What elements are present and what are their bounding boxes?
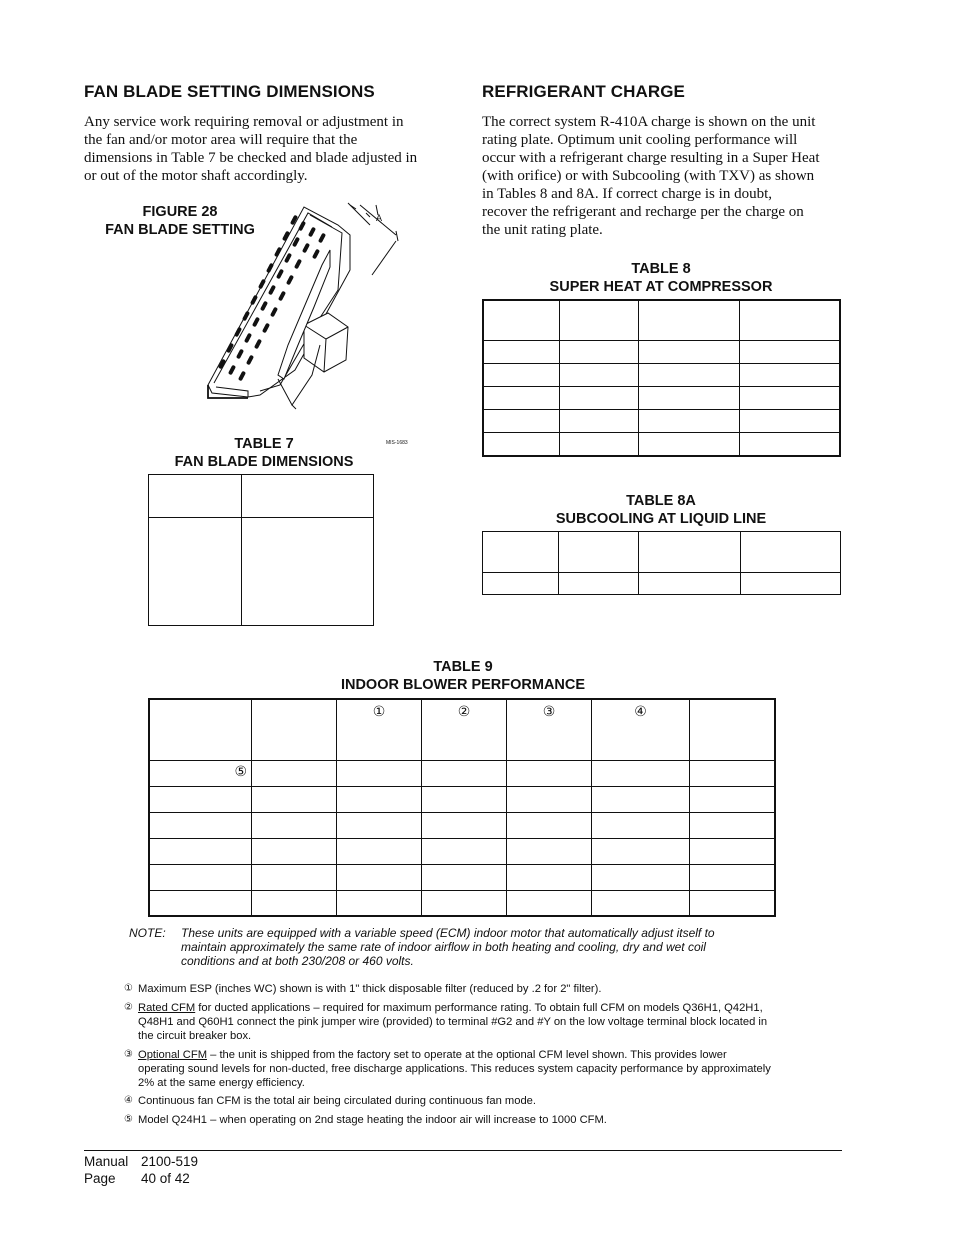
table-cell: [422, 812, 507, 838]
paragraph-line: rating plate. Optimum unit cooling performance will: [482, 132, 798, 148]
table-cell: [337, 864, 422, 890]
table-cell: [639, 340, 740, 363]
table-title: INDOOR BLOWER PERFORMANCE: [340, 677, 586, 693]
table-cell: [507, 812, 592, 838]
table-cell: [483, 532, 559, 573]
table-cell: [149, 518, 242, 626]
footnote-text: Maximum ESP (inches WC) shown is with 1" thick disposable filter (reduced by .2 for 2" filter).: [138, 983, 602, 995]
footer-rule: [84, 1150, 842, 1151]
table-cell: [422, 760, 507, 786]
table-number: TABLE 7: [234, 436, 294, 452]
table-cell: [639, 432, 740, 456]
section-heading-refrigerant: REFRIGERANT CHARGE: [482, 82, 685, 101]
note-line: These units are equipped with a variable speed (ECM) indoor motor that automatically adjust itself to: [181, 926, 715, 940]
paragraph-line: in Tables 8 and 8A. If correct charge is in doubt,: [482, 186, 772, 202]
note-label: NOTE:: [129, 926, 166, 940]
table-cell: [690, 890, 776, 916]
table-cell: [252, 812, 337, 838]
manual-number: 2100-519: [141, 1154, 199, 1169]
footnote-3: [124, 1048, 824, 1090]
table-cell: [149, 812, 252, 838]
table-cell: [422, 864, 507, 890]
paragraph-line: or out of the motor shaft accordingly.: [84, 168, 308, 184]
figure-number: FIGURE 28: [142, 204, 218, 220]
table-cell: [149, 786, 252, 812]
table-cell: [149, 838, 252, 864]
table-number: TABLE 8A: [626, 493, 696, 509]
table-cell: [741, 532, 841, 573]
paragraph-line: (with orifice) or with Subcooling (with TXV) as shown: [482, 168, 815, 184]
table-cell: [242, 475, 374, 518]
table-cell: [560, 340, 639, 363]
page-label: Page: [84, 1171, 116, 1186]
footnote-marker-4: ④: [634, 704, 647, 720]
table-cell: [592, 786, 690, 812]
table-cell: [741, 573, 841, 595]
table-title: SUBCOOLING AT LIQUID LINE: [555, 511, 767, 527]
paragraph-line: The correct system R-410A charge is shown on the unit: [482, 114, 816, 130]
note-line: maintain approximately the same rate of indoor airflow in both heating and cooling, dry and wet coil: [181, 940, 706, 954]
footnote-text: for ducted applications – required for maximum performance rating. To obtain full CFM on models Q36H1, Q42H1,: [195, 1002, 763, 1014]
footnote-text: Continuous fan CFM is the total air being circulated during continuous fan mode.: [138, 1095, 537, 1107]
dimension-label: A: [376, 213, 383, 223]
table-cell: [560, 432, 639, 456]
footnote-2: [124, 1001, 824, 1043]
table-cell: [149, 699, 252, 760]
table-cell: [690, 838, 776, 864]
table-9-indoor-blower-performance: [148, 698, 776, 917]
table-title: SUPER HEAT AT COMPRESSOR: [549, 279, 773, 295]
paragraph-line: dimensions in Table 7 be checked and blade adjusted in: [84, 150, 418, 166]
table-number: TABLE 8: [631, 261, 691, 277]
table-8-super-heat: [482, 299, 841, 457]
table-cell: [483, 300, 560, 340]
footnote-4: [124, 1094, 824, 1108]
page-footer: [84, 1153, 284, 1189]
section-heading-fan-blade: FAN BLADE SETTING DIMENSIONS: [84, 82, 375, 101]
table-cell: [592, 838, 690, 864]
footnote-5: [124, 1113, 824, 1127]
page-number: 40 of 42: [141, 1171, 190, 1186]
table-cell: [483, 386, 560, 409]
table-cell: [690, 812, 776, 838]
footnote-mark: ⑤: [124, 1114, 133, 1125]
footnote-text: 2% at the same energy efficiency.: [138, 1077, 305, 1089]
paragraph-line: occur with a refrigerant charge resulting in a Super Heat: [482, 150, 820, 166]
table-cell: [740, 340, 841, 363]
table-9-caption: [300, 658, 626, 694]
table-cell: [337, 812, 422, 838]
table-cell: [149, 864, 252, 890]
table-cell: [337, 786, 422, 812]
table-cell: [483, 409, 560, 432]
table-cell: [483, 340, 560, 363]
table-title: FAN BLADE DIMENSIONS: [174, 454, 354, 470]
table-cell: [592, 890, 690, 916]
table-cell: [242, 518, 374, 626]
paragraph-line: the unit rating plate.: [482, 222, 603, 238]
table-cell: [483, 573, 559, 595]
table-cell: [149, 475, 242, 518]
footnote-mark: ①: [124, 983, 133, 994]
table-cell: [559, 532, 639, 573]
refrigerant-paragraph: [482, 113, 852, 239]
note-line: conditions and at both 230/208 or 460 volts.: [181, 954, 414, 968]
footnote-mark: ②: [124, 1002, 133, 1013]
table-cell: [690, 786, 776, 812]
table-cell: [690, 864, 776, 890]
footnote-marker-5: ⑤: [234, 763, 247, 780]
table-cell: [592, 864, 690, 890]
table-cell: [639, 573, 741, 595]
table-cell: [507, 760, 592, 786]
footnote-mark: ④: [124, 1095, 133, 1106]
manual-label: Manual: [84, 1154, 129, 1169]
table-7-fan-blade-dimensions: [148, 474, 374, 626]
table-number: TABLE 9: [433, 659, 493, 675]
footnote-text: the circuit breaker box.: [138, 1030, 252, 1042]
table-cell: [252, 890, 337, 916]
footnote-mark: ③: [124, 1049, 133, 1060]
table-cell: [422, 890, 507, 916]
figure-title: FAN BLADE SETTING: [105, 222, 255, 238]
table-8-caption: [482, 260, 840, 296]
footnote-1: [124, 982, 824, 996]
table-7-caption: [150, 435, 378, 471]
table-cell: [252, 786, 337, 812]
fan-blade-setting-drawing: [200, 195, 420, 455]
table-cell: [560, 300, 639, 340]
table-cell: [422, 786, 507, 812]
table-cell: [740, 386, 841, 409]
footnote-text: – the unit is shipped from the factory set to operate at the optional CFM level shown. This provides lower: [207, 1049, 727, 1061]
table-cell: [507, 864, 592, 890]
table-cell: [560, 386, 639, 409]
table-cell: [690, 760, 776, 786]
table-cell: [560, 409, 639, 432]
table-cell: [507, 786, 592, 812]
drawing-id: MIS-1683: [386, 440, 408, 446]
table-cell: [507, 890, 592, 916]
table-cell: [592, 699, 690, 760]
footnote-lead: Optional CFM: [138, 1049, 208, 1061]
paragraph-line: recover the refrigerant and recharge per the charge on: [482, 204, 804, 220]
table-cell: [639, 386, 740, 409]
fan-blade-paragraph: [84, 113, 454, 185]
table-cell: [560, 363, 639, 386]
footnote-text: Model Q24H1 – when operating on 2nd stage heating the indoor air will increase to 1000 CFM.: [138, 1114, 607, 1126]
table-cell: [252, 699, 337, 760]
table-cell: [337, 699, 422, 760]
table-cell: [639, 409, 740, 432]
table-cell: [740, 409, 841, 432]
footnote-text: Q48H1 and Q60H1 connect the pink jumper wire (provided) to terminal #G2 and #Y on the low voltage terminal block located in: [138, 1016, 768, 1028]
table-cell: [422, 699, 507, 760]
table-cell: [483, 432, 560, 456]
table-cell: [337, 890, 422, 916]
paragraph-line: Any service work requiring removal or adjustment in: [84, 114, 404, 130]
table-cell: [740, 300, 841, 340]
table-8a-subcooling: [482, 531, 841, 595]
footnote-lead: Rated CFM: [138, 1002, 196, 1014]
table-cell: [507, 699, 592, 760]
table-cell: [252, 838, 337, 864]
table-cell: [592, 760, 690, 786]
table-8a-caption: [482, 492, 840, 528]
table-cell: [483, 363, 560, 386]
table-cell: [337, 838, 422, 864]
table-cell: [252, 864, 337, 890]
table-cell: [740, 363, 841, 386]
table-cell: [639, 532, 741, 573]
table-cell: [592, 812, 690, 838]
footnote-text: operating sound levels for non-ducted, free discharge applications. This reduces system capacity performance by approximately: [138, 1063, 771, 1075]
table-cell: [149, 760, 252, 786]
table-cell: [559, 573, 639, 595]
table-cell: [149, 890, 252, 916]
table-cell: [252, 760, 337, 786]
table-cell: [639, 300, 740, 340]
footnote-marker-1: ①: [372, 704, 386, 720]
footnote-marker-3: ③: [542, 704, 556, 720]
table-cell: [422, 838, 507, 864]
footnote-marker-2: ②: [457, 704, 471, 720]
paragraph-line: the fan and/or motor area will require that the: [84, 132, 358, 148]
table-cell: [690, 699, 776, 760]
table-cell: [639, 363, 740, 386]
table-cell: [740, 432, 841, 456]
table-cell: [337, 760, 422, 786]
table-cell: [507, 838, 592, 864]
